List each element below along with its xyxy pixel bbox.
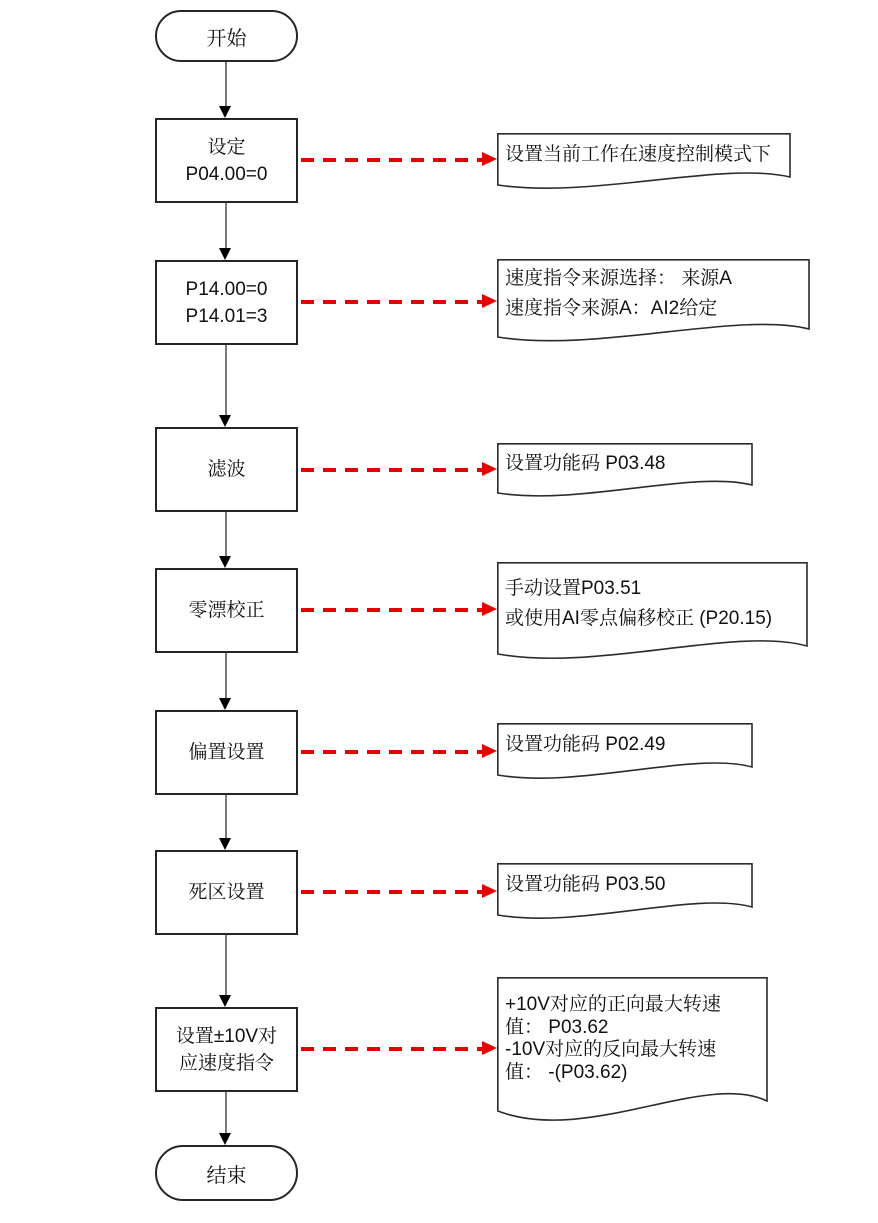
note-line: 值： P03.62	[505, 1016, 609, 1038]
note-line: 设置功能码 P02.49	[505, 734, 666, 755]
note-line: -10V对应的反向最大转速	[505, 1039, 717, 1060]
note-arrowhead	[482, 462, 497, 476]
step-box-offset	[155, 710, 298, 795]
note-filter	[497, 443, 753, 498]
note-arrowhead	[482, 152, 497, 166]
note-connector-dashed	[301, 890, 482, 894]
note-arrowhead	[482, 884, 497, 898]
note-deadzone	[497, 863, 753, 920]
flow-connector-line	[225, 795, 227, 839]
flow-arrowhead	[219, 1133, 231, 1145]
step-box-zero-drift	[155, 568, 298, 653]
step-label: 偏置设置	[188, 742, 265, 763]
note-connector-dashed	[301, 300, 482, 304]
flow-arrowhead	[219, 995, 231, 1007]
note-line: 速度指令来源A：AI2给定	[505, 298, 718, 319]
note-line: 速度指令来源选择： 来源A	[505, 268, 732, 289]
flow-connector-line	[225, 652, 227, 699]
flow-arrowhead	[219, 415, 231, 427]
flow-arrowhead	[219, 556, 231, 568]
note-connector-dashed	[301, 750, 482, 754]
flow-connector-line	[225, 62, 227, 107]
flow-arrowhead	[219, 838, 231, 850]
note-connector-dashed	[301, 468, 482, 472]
flow-connector-line	[225, 1090, 227, 1134]
flow-arrowhead	[219, 698, 231, 710]
end-terminal	[155, 1145, 298, 1201]
step-label: 设定	[207, 136, 246, 158]
note-connector-dashed	[301, 608, 482, 612]
note-arrowhead	[482, 294, 497, 308]
note-command-source	[497, 259, 810, 344]
step-box-deadzone	[155, 850, 298, 935]
step-label: 应速度指令	[178, 1052, 274, 1074]
step-label: 设置±10V对	[175, 1025, 278, 1047]
step-label: 零漂校正	[188, 600, 265, 621]
step-label: 死区设置	[188, 882, 265, 903]
end-label: 结束	[206, 1164, 247, 1187]
note-connector-dashed	[301, 158, 482, 162]
flow-connector-line	[225, 345, 227, 416]
note-line: +10V对应的正向最大转速	[505, 994, 721, 1015]
step-label: P14.01=3	[185, 305, 268, 327]
flow-arrowhead	[219, 248, 231, 260]
note-line: 设置功能码 P03.48	[505, 453, 666, 474]
note-line: 手动设置P03.51	[505, 578, 642, 599]
note-offset	[497, 723, 753, 780]
step-label: P14.00=0	[185, 278, 268, 300]
step-box-command-source	[155, 260, 298, 345]
flow-connector-line	[225, 934, 227, 996]
step-box-filter	[155, 427, 298, 512]
note-control-mode	[497, 133, 791, 193]
flow-connector-line	[225, 512, 227, 557]
note-10v-speed	[497, 977, 768, 1117]
note-line: 设置功能码 P03.50	[505, 874, 666, 895]
flow-connector-line	[225, 203, 227, 249]
start-label: 开始	[206, 27, 247, 50]
note-line: 设置当前工作在速度控制模式下	[505, 144, 772, 165]
note-connector-dashed	[301, 1047, 482, 1051]
step-box-10v-speed	[155, 1007, 298, 1092]
note-line: 或使用AI零点偏移校正 (P20.15)	[505, 608, 773, 629]
start-terminal	[155, 10, 298, 62]
step-box-set-control-mode	[155, 118, 298, 203]
step-label: P04.00=0	[185, 163, 268, 185]
note-arrowhead	[482, 602, 497, 616]
flow-arrowhead	[219, 106, 231, 118]
note-line: 值： -(P03.62)	[505, 1061, 628, 1083]
note-arrowhead	[482, 1041, 497, 1055]
note-arrowhead	[482, 744, 497, 758]
note-zero-drift	[497, 562, 808, 660]
step-label: 滤波	[207, 459, 246, 480]
